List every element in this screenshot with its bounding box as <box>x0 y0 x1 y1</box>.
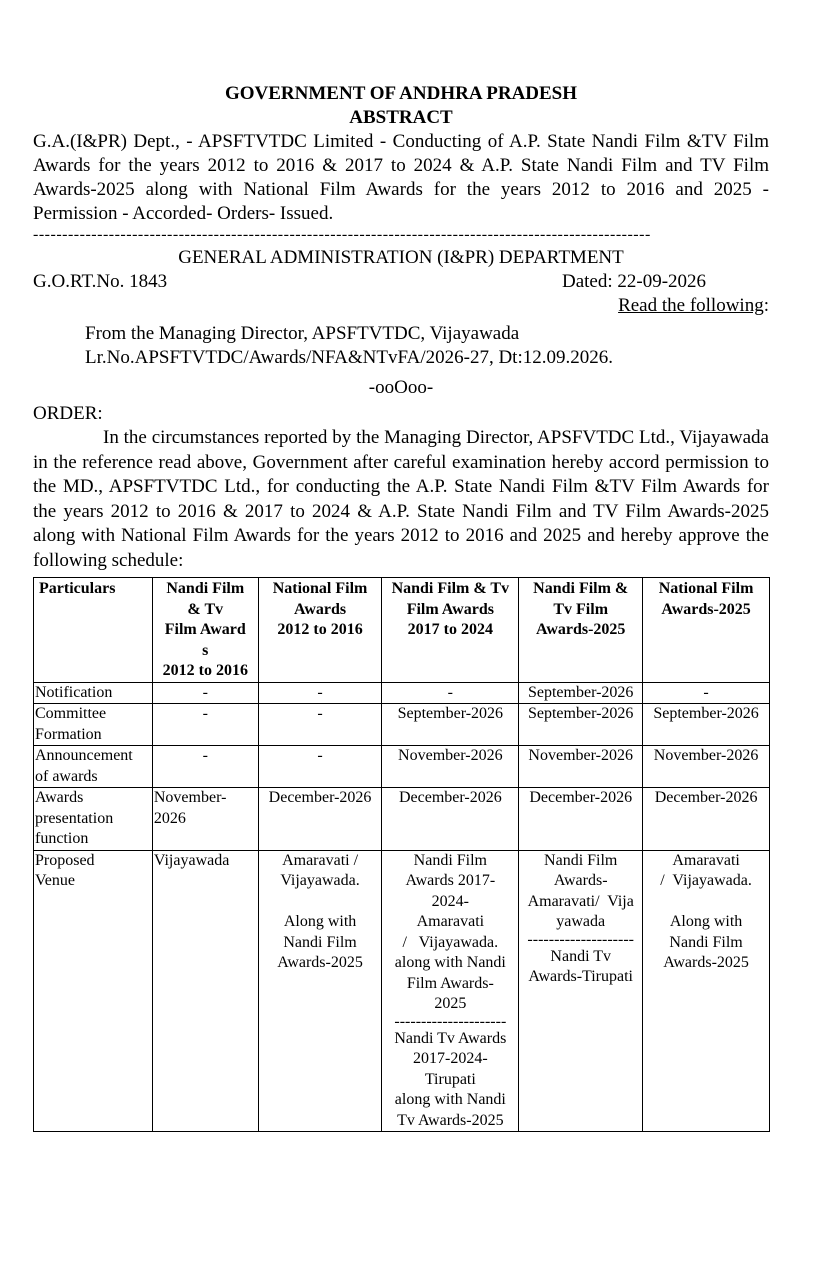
table-row <box>34 682 770 704</box>
table-cell: - <box>152 704 258 746</box>
section-separator: -ooOoo- <box>368 377 434 398</box>
header-nandi-2017-2024: Nandi Film & Tv Film Awards 2017 to 2024 <box>382 578 519 683</box>
order-paragraph: In the circumstances reported by the Managing Director, APSFVTDC Ltd., Vijayawada in the reference read above, Government after careful examination hereby accord permission to the MD., APSFTVTDC Ltd., for conducting the A.P. State Nandi Film &TV Film Awards for the years 2012 to 2016 & 2017 to 2024 & A.P. State Nandi Film and TV Film Awards-2025 along with National Film Awards for the years 2012 to 2016 and 2025 and hereby approve the following schedule: <box>33 427 769 571</box>
table-cell: September-2026 <box>519 682 643 704</box>
row-label-presentation: Awards presentation function <box>34 788 153 851</box>
table-row <box>34 746 770 788</box>
table-cell: - <box>152 682 258 704</box>
order-heading: ORDER: <box>33 403 103 424</box>
reference-line-2: Lr.No.APSFTVTDC/Awards/NFA&NTvFA/2026-27, Dt:12.09.2026. <box>85 347 613 368</box>
table-cell: - <box>643 682 770 704</box>
header-nandi-2025: Nandi Film & Tv Film Awards-2025 <box>519 578 643 683</box>
row-label-committee: Committee Formation <box>34 704 153 746</box>
table-cell: December-2026 <box>643 788 770 851</box>
table-cell: - <box>258 704 382 746</box>
table-cell: September-2026 <box>519 704 643 746</box>
table-cell: December-2026 <box>382 788 519 851</box>
row-label-announcement: Announcement of awards <box>34 746 153 788</box>
table-cell: December-2026 <box>258 788 382 851</box>
header-particulars: Particulars <box>34 578 153 683</box>
read-following <box>33 294 769 318</box>
table-cell: Nandi Film Awards 2017- 2024- Amaravati / Vijayawada. along with Nandi Film Awards- 2025 --------------------- Nandi Tv Awards 2017-2024- Tirupati along with Nandi Tv Awards-2025 <box>382 850 519 1132</box>
row-label-notification: Notification <box>34 682 153 704</box>
cell-divider: -------------------- <box>527 932 634 947</box>
abstract-heading: ABSTRACT <box>349 107 453 128</box>
document-page <box>33 82 769 1132</box>
table-header-row <box>34 578 770 683</box>
abstract-text: G.A.(I&PR) Dept., - APSFTVTDC Limited - Conducting of A.P. State Nandi Film &TV Film Awards for the years 2012 to 2016 & 2017 to 2024 & A.P. State Nandi Film and TV Film Awards-2025 along with National Film Awards for the years 2012 to 2016 and 2025 - Permission - Accorded- Orders- Issued. <box>33 131 769 224</box>
order-date: Dated: 22-09-2026 <box>562 271 707 292</box>
table-cell: Nandi Film Awards- Amaravati/ Vija yawada -------------------- Nandi Tv Awards-Tirupati <box>519 850 643 1132</box>
cell-divider: --------------------- <box>394 1014 507 1029</box>
divider-rule: ---------------------------------------------------------------------------------------------------------- <box>33 228 651 242</box>
table-cell: - <box>258 746 382 788</box>
table-cell: Amaravati / Vijayawada. Along with Nandi Film Awards-2025 <box>643 850 770 1132</box>
department-name: GENERAL ADMINISTRATION (I&PR) DEPARTMENT <box>178 247 624 268</box>
header-national-2025: National Film Awards-2025 <box>643 578 770 683</box>
table-cell: November-2026 <box>519 746 643 788</box>
table-cell: Vijayawada <box>152 850 258 1132</box>
table-cell: - <box>152 746 258 788</box>
table-cell: November-2026 <box>382 746 519 788</box>
table-cell: November-2026 <box>643 746 770 788</box>
table-cell: - <box>382 682 519 704</box>
row-label-venue: Proposed Venue <box>34 850 153 1132</box>
table-cell: Amaravati / Vijayawada. Along with Nandi Film Awards-2025 <box>258 850 382 1132</box>
reference-line-1: From the Managing Director, APSFTVTDC, Vijayawada <box>85 323 520 344</box>
go-number: G.O.RT.No. 1843 <box>33 271 168 292</box>
reference-block <box>33 322 769 370</box>
government-heading: GOVERNMENT OF ANDHRA PRADESH <box>224 83 578 104</box>
table-row <box>34 788 770 851</box>
table-cell: November- 2026 <box>152 788 258 851</box>
table-row <box>34 704 770 746</box>
read-following-label: Read the following <box>618 295 764 316</box>
read-following-colon: : <box>763 295 769 316</box>
table-cell: - <box>258 682 382 704</box>
header-national-2012-2016: National Film Awards 2012 to 2016 <box>258 578 382 683</box>
header-nandi-2012-2016: Nandi Film & Tv Film Award s 2012 to 2016 <box>152 578 258 683</box>
schedule-table <box>33 577 770 1132</box>
table-cell: September-2026 <box>643 704 770 746</box>
go-number-row <box>33 270 769 294</box>
table-cell: December-2026 <box>519 788 643 851</box>
table-cell: September-2026 <box>382 704 519 746</box>
table-row <box>34 850 770 1132</box>
